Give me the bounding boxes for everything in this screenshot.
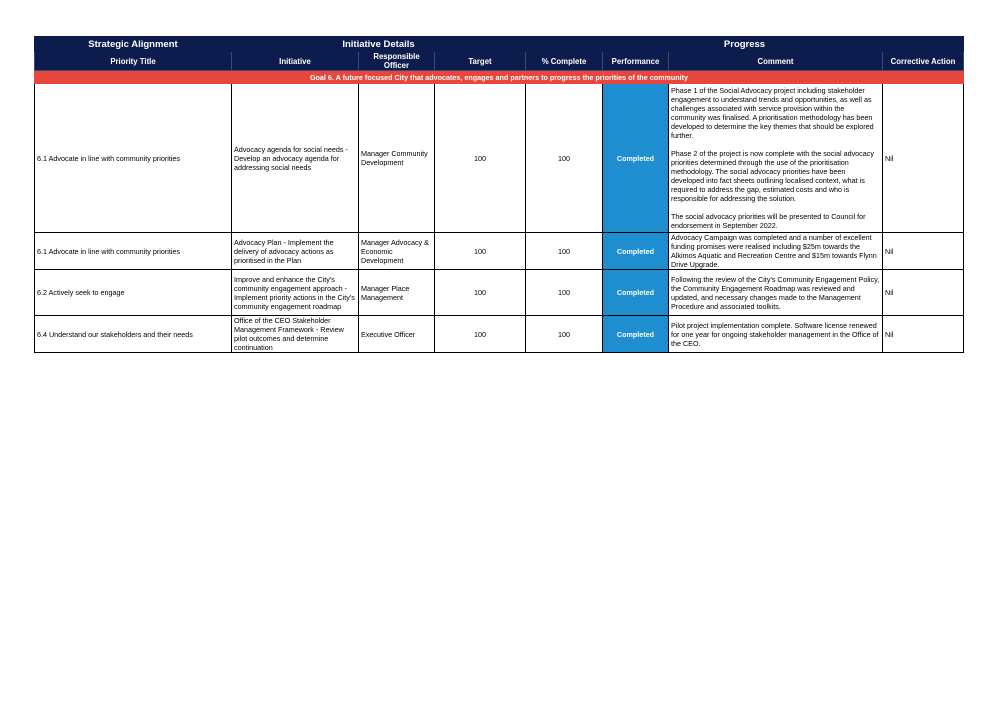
progress-table [34, 36, 964, 353]
officer-cell: Executive Officer [359, 316, 435, 353]
target-cell: 100 [435, 233, 526, 270]
goal-row [35, 71, 964, 84]
comment-paragraph: Pilot project implementation complete. Software license renewed for one year for ongoing stakeholder management in the Office of the CEO. [671, 320, 879, 348]
comment-paragraph: Phase 2 of the project is now complete with the social advocacy priorities determined through the use of the prioritisation methodology. The social advocacy priorities have been developed into fact sheets outlining localised context, what is required to address the gap, estimated costs and who is responsible for addressing the solution. [671, 149, 874, 203]
initiative-cell: Office of the CEO Stakeholder Management Framework - Review pilot outcomes and determine continuation [232, 316, 359, 353]
col-percent-complete: % Complete [526, 52, 603, 71]
comment-paragraph: Following the review of the City's Community Engagement Policy, the Community Engagement Roadmap was reviewed and updated, and necessary changes made to the Management Procedure and associated toolkits. [671, 274, 880, 311]
col-corrective-action: Corrective Action [883, 52, 964, 71]
performance-badge: Completed [603, 270, 669, 316]
corrective-cell: Nil [883, 316, 964, 353]
priority-cell: 6.1 Advocate in line with community priorities [35, 84, 232, 233]
officer-cell: Manager Place Management [359, 270, 435, 316]
priority-cell: 6.2 Actively seek to engage [35, 270, 232, 316]
performance-badge: Completed [603, 84, 669, 233]
complete-cell: 100 [526, 270, 603, 316]
complete-cell: 100 [526, 233, 603, 270]
priority-cell: 6.4 Understand our stakeholders and their needs [35, 316, 232, 353]
performance-badge: Completed [603, 233, 669, 270]
group-header-row [35, 37, 964, 52]
comment-cell [669, 84, 883, 233]
target-cell: 100 [435, 270, 526, 316]
initiative-cell: Advocacy agenda for social needs - Develop an advocacy agenda for addressing social needs [232, 84, 359, 233]
col-responsible-officer: Responsible Officer [359, 52, 435, 71]
group-initiative-details: Initiative Details [232, 37, 526, 52]
comment-paragraph: Advocacy Campaign was completed and a number of excellent funding promises were realised including $25m towards the Alkimos Aquatic and Recreation Centre and $15m towards Flynn Drive Upgrade. [671, 233, 877, 269]
col-comment: Comment [669, 52, 883, 71]
complete-cell: 100 [526, 84, 603, 233]
column-header-row [35, 52, 964, 71]
group-progress: Progress [526, 37, 964, 52]
officer-cell: Manager Advocacy & Economic Development [359, 233, 435, 270]
col-initiative: Initiative [232, 52, 359, 71]
corrective-cell: Nil [883, 270, 964, 316]
goal-title: Goal 6. A future focused City that advocates, engages and partners to progress the priorities of the community [35, 71, 964, 84]
col-target: Target [435, 52, 526, 71]
target-cell: 100 [435, 84, 526, 233]
target-cell: 100 [435, 316, 526, 353]
comment-cell [669, 316, 883, 353]
performance-badge: Completed [603, 316, 669, 353]
comment-cell [669, 270, 883, 316]
col-performance: Performance [603, 52, 669, 71]
table-row [35, 270, 964, 316]
col-priority-title: Priority Title [35, 52, 232, 71]
group-strategic-alignment: Strategic Alignment [35, 37, 232, 52]
table-row [35, 84, 964, 233]
comment-cell [669, 233, 883, 270]
priority-cell: 6.1 Advocate in line with community priorities [35, 233, 232, 270]
officer-cell: Manager Community Development [359, 84, 435, 233]
comment-paragraph: The social advocacy priorities will be presented to Council for endorsement in September 2022. [671, 212, 866, 230]
table-row [35, 316, 964, 353]
corrective-cell: Nil [883, 233, 964, 270]
complete-cell: 100 [526, 316, 603, 353]
corrective-cell: Nil [883, 84, 964, 233]
initiative-cell: Improve and enhance the City's community engagement approach - Implement priority actions in the City's community engagement roadmap [232, 270, 359, 316]
initiative-cell: Advocacy Plan - Implement the delivery of advocacy actions as prioritised in the Plan [232, 233, 359, 270]
comment-paragraph: Phase 1 of the Social Advocacy project including stakeholder engagement to understand trends and opportunities, as well as challenges associated with service provision within the community was finalised. A prioritisation methodology has been developed to determine the key themes that should be explored further. [671, 86, 874, 140]
table-row [35, 233, 964, 270]
